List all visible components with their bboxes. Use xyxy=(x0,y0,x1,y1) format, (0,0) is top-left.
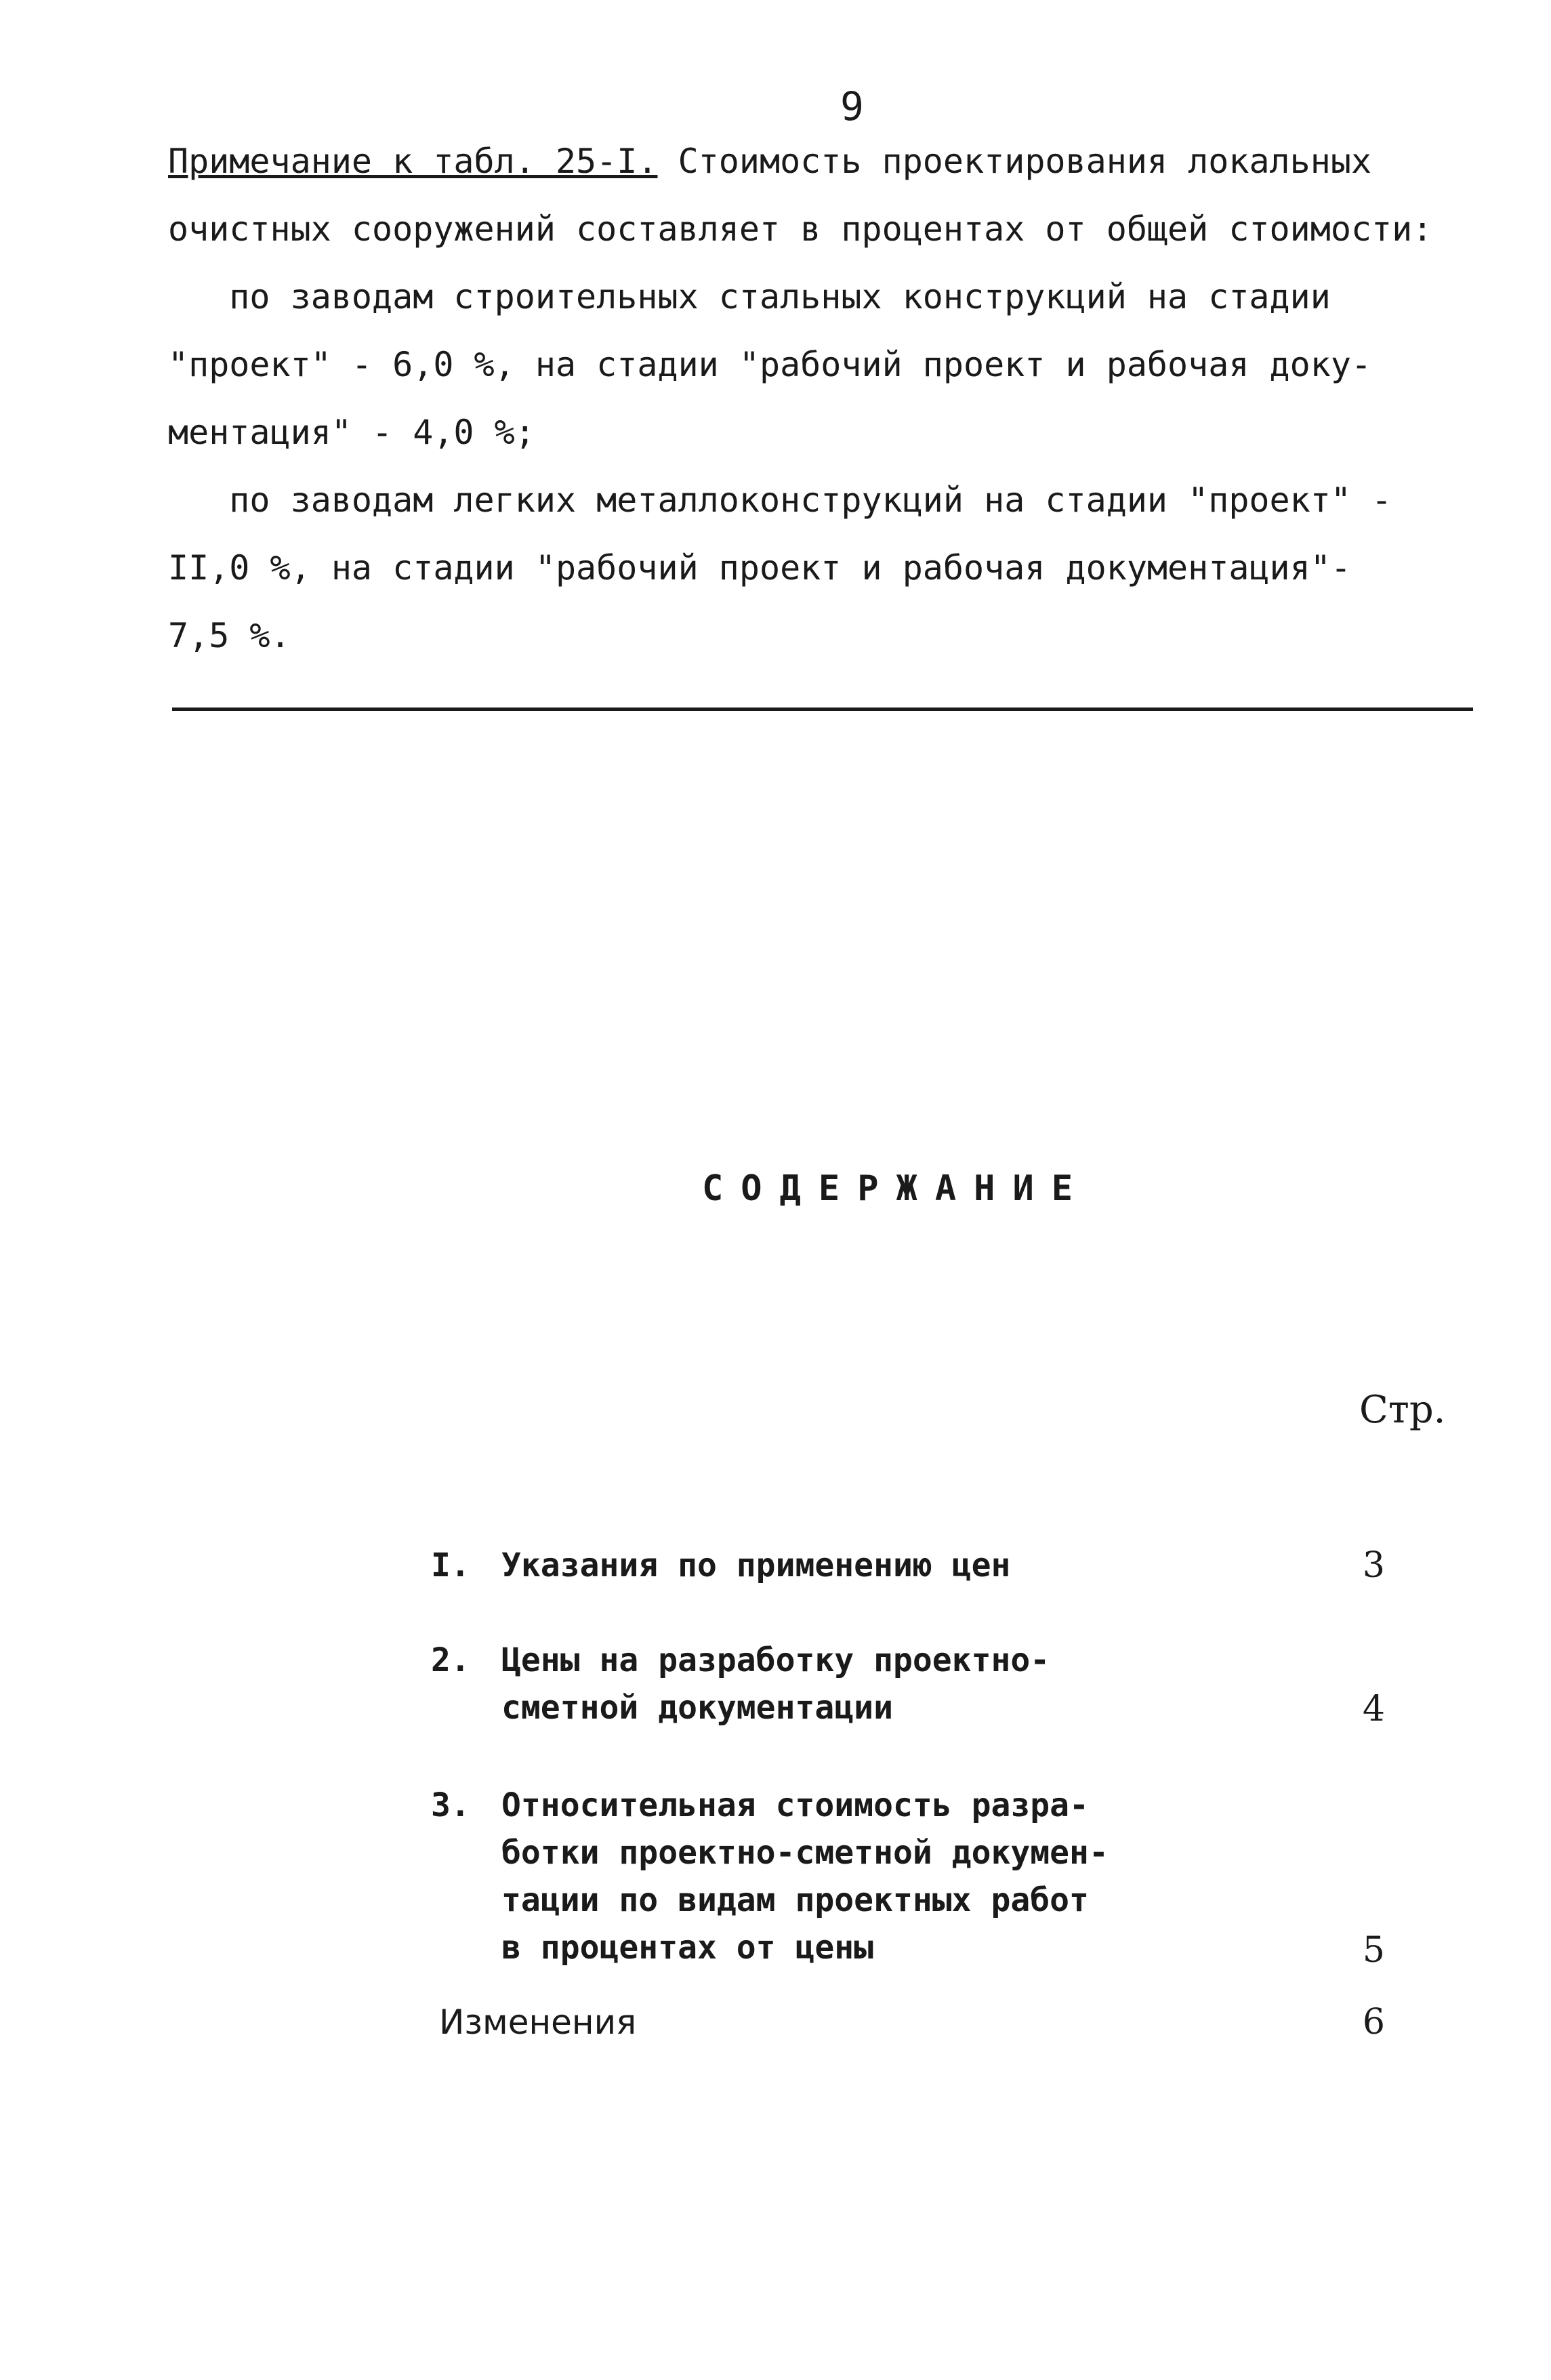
note-line-6: по заводам легких металлоконструкций на стадии "проект" - xyxy=(168,480,1392,520)
toc-item-page: 5 xyxy=(1362,1930,1385,1971)
section-divider xyxy=(172,707,1473,711)
toc-item-page: 4 xyxy=(1362,1689,1385,1729)
toc-item-number: 2. xyxy=(431,1641,470,1679)
note-line-1-text: Стоимость проектирования локальных xyxy=(657,142,1372,181)
toc-item-number: 3. xyxy=(431,1786,470,1824)
note-line-7: II,0 %, на стадии "рабочий проект и рабочая документация"- xyxy=(168,548,1351,588)
toc-item-3[interactable] xyxy=(431,1781,1434,1977)
toc-item-title: Изменения xyxy=(439,2003,637,2042)
toc-item-title-line-2: сметной документации xyxy=(501,1689,893,1727)
toc-item-title-line-2: ботки проектно-сметной докумен- xyxy=(501,1834,1109,1872)
note-line-8: 7,5 %. xyxy=(168,616,291,655)
note-line-5: ментация" - 4,0 %; xyxy=(168,413,535,452)
note-line-1 xyxy=(168,127,1496,195)
page-number: 9 xyxy=(840,83,864,129)
toc-item-2[interactable] xyxy=(431,1636,1434,1738)
toc-item-title: Указания по применению цен xyxy=(501,1546,1011,1584)
toc-item-page: 6 xyxy=(1362,2002,1385,2043)
toc-item-title-line-1: Относительная стоимость разра- xyxy=(501,1786,1089,1824)
toc-item-title-line-3: тации по видам проектных работ xyxy=(501,1881,1089,1919)
contents-page-column-header: Стр. xyxy=(1359,1388,1446,1432)
toc-item-number: I. xyxy=(431,1546,470,1584)
contents-title: СОДЕРЖАНИЕ xyxy=(702,1168,1091,1209)
toc-item-page: 3 xyxy=(1362,1545,1385,1586)
toc-item-title-line-4: в процентах от цены xyxy=(501,1929,874,1967)
toc-item-title-line-1: Цены на разработку проектно- xyxy=(501,1641,1050,1679)
note-line-3: по заводам строительных стальных конструкций на стадии xyxy=(168,277,1331,316)
note-line-2: очистных сооружений составляет в процентах от общей стоимости: xyxy=(168,209,1433,249)
note-label: Примечание к табл. 25-I. xyxy=(168,142,658,181)
table-note xyxy=(168,127,1496,670)
note-line-4: "проект" - 6,0 %, на стадии "рабочий проект и рабочая доку- xyxy=(168,345,1372,384)
toc-item-1[interactable] xyxy=(431,1541,1434,1595)
toc-item-changes[interactable] xyxy=(431,1998,1434,2052)
